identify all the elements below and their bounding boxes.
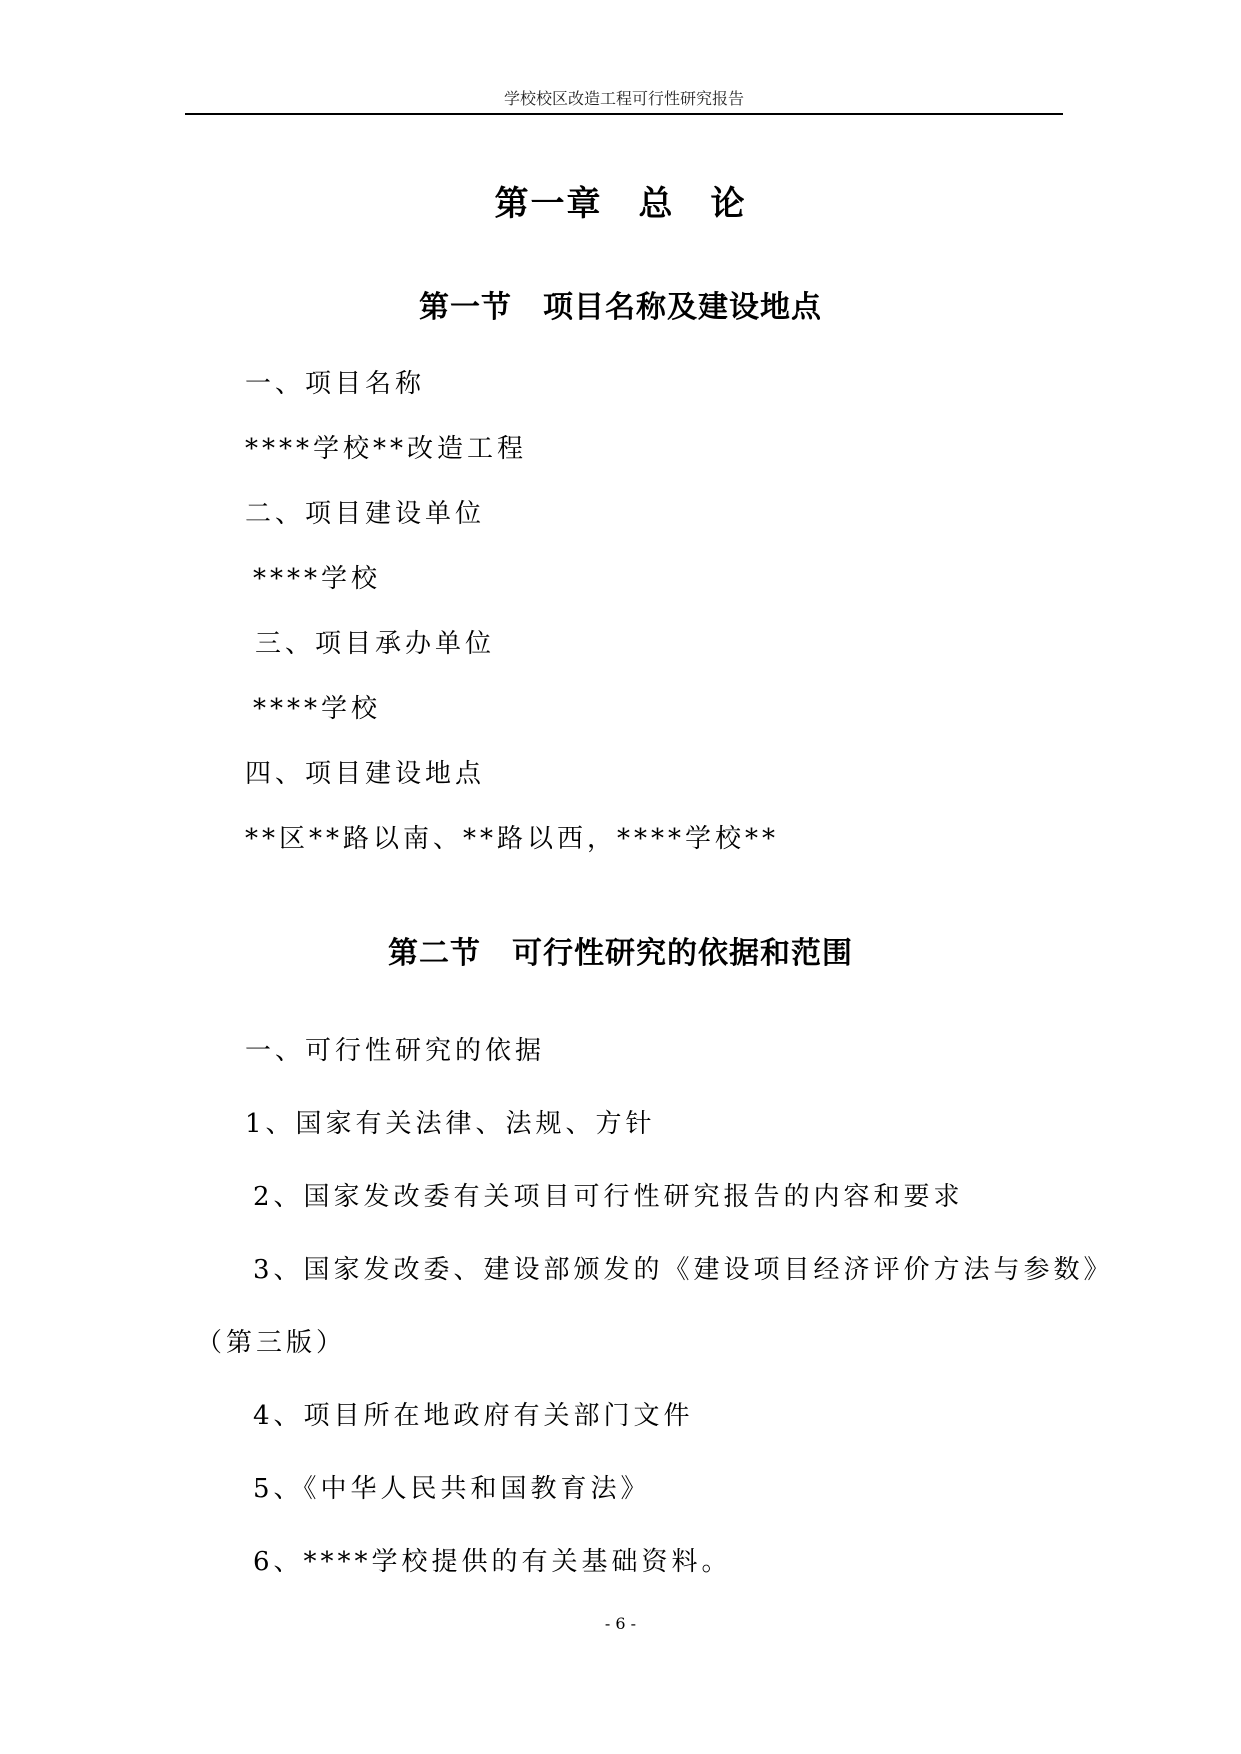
list-item: 一、项目名称	[245, 369, 426, 399]
list-item: ****学校	[253, 694, 382, 724]
list-item: 三、项目承办单位	[255, 629, 496, 659]
list-item: 二、项目建设单位	[245, 499, 486, 529]
page-number: - 6 -	[604, 1614, 637, 1633]
list-item: （第三版）	[196, 1328, 347, 1358]
list-item: ****学校	[253, 564, 382, 594]
list-item: 一、可行性研究的依据	[245, 1036, 546, 1066]
list-item: **区**路以南、**路以西，****学校**	[245, 824, 780, 854]
list-item: 四、项目建设地点	[245, 759, 486, 789]
list-item: 3、国家发改委、建设部颁发的《建设项目经济评价方法与参数》	[253, 1255, 1114, 1285]
section-title-2: 第二节 可行性研究的依据和范围	[388, 936, 853, 971]
header-rule	[185, 113, 1063, 115]
chapter-title: 第一章 总 论	[494, 184, 747, 224]
section-title-1: 第一节 项目名称及建设地点	[419, 290, 822, 325]
list-item: 6、****学校提供的有关基础资料。	[253, 1547, 732, 1577]
running-header: 学校校区改造工程可行性研究报告	[503, 89, 744, 108]
list-item: 2、国家发改委有关项目可行性研究报告的内容和要求	[253, 1182, 964, 1212]
list-item: 4、项目所在地政府有关部门文件	[253, 1401, 694, 1431]
list-item: 1、国家有关法律、法规、方针	[245, 1109, 656, 1139]
list-item: ****学校**改造工程	[245, 434, 528, 464]
list-item: 5、《中华人民共和国教育法》	[253, 1474, 651, 1504]
